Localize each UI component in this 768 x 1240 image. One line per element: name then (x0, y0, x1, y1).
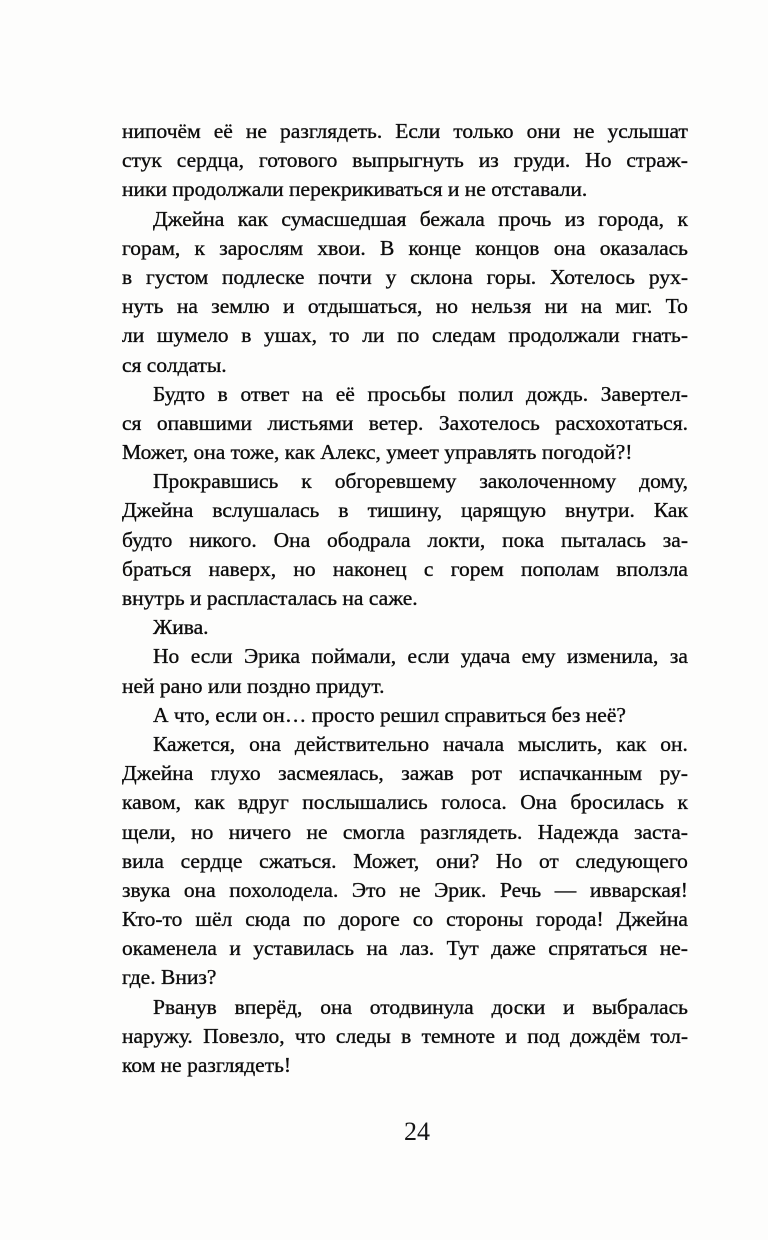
text-line (122, 380, 688, 409)
word: из (564, 206, 585, 231)
word: но (293, 556, 316, 581)
word: продолжали (508, 323, 620, 348)
word: кавом, (122, 790, 181, 815)
word: и (563, 994, 575, 1019)
text-line (122, 205, 688, 234)
word: Хотелось (550, 264, 635, 289)
text-block (122, 117, 688, 1080)
word: от (538, 848, 559, 873)
word: ивварская! (589, 877, 688, 902)
word: внутри. (565, 498, 635, 523)
word: просьбы (367, 381, 446, 406)
text-line: ся солдаты. (122, 352, 227, 377)
word: Если (395, 119, 441, 143)
word: окаменела (122, 936, 217, 961)
word: зарослям (219, 235, 304, 260)
word: удача (460, 644, 511, 669)
word: он. (660, 731, 688, 756)
word: Речь (499, 877, 542, 902)
word: тол- (650, 1023, 688, 1048)
word: прочь (498, 206, 552, 231)
text-line (122, 321, 688, 350)
word: ничего (228, 819, 292, 844)
word: дождём (570, 1023, 641, 1048)
word: опавшими (156, 410, 252, 435)
word: ветер. (368, 410, 424, 435)
word: почти (318, 264, 372, 289)
word: и (505, 1023, 517, 1048)
word: подлеске (222, 264, 305, 289)
word: и (229, 936, 241, 961)
word: разглядеть. (420, 819, 523, 844)
text-line: внутрь и распласталась на саже. (122, 586, 418, 610)
word: они? (435, 848, 480, 873)
word: сердце (180, 848, 243, 873)
word: будто (122, 527, 173, 552)
word: ли (362, 323, 385, 348)
word: спрятаться (548, 936, 648, 961)
word: Джейна (122, 761, 194, 786)
text-line (122, 642, 688, 671)
word: Эрика (243, 644, 301, 669)
word: бросилась (570, 790, 665, 815)
word: они (526, 119, 561, 143)
word: по (397, 323, 420, 348)
word: Прокравшись (153, 469, 279, 494)
word: под (527, 1023, 560, 1048)
word: но (191, 819, 214, 844)
word: зажав (401, 761, 454, 786)
word: концов (475, 235, 540, 260)
word: шумело (156, 323, 229, 348)
word: она (320, 994, 352, 1019)
word: за (669, 644, 688, 669)
word: гнать- (632, 323, 688, 348)
word: Она (520, 790, 557, 815)
word: но (435, 294, 458, 319)
word: то (329, 323, 350, 348)
word: у (385, 264, 397, 289)
text-line: ней рано или поздно придут. (122, 673, 385, 698)
word: тишину, (367, 498, 443, 523)
text-line (122, 234, 688, 263)
text-line (122, 934, 688, 963)
word: засмеялась, (278, 761, 384, 786)
word: обгоревшему (334, 469, 457, 494)
word: следы (335, 1023, 391, 1048)
word: наружу. (122, 1023, 193, 1048)
word: сюда (245, 907, 291, 932)
word: Будто (153, 381, 206, 406)
word: полил (458, 381, 514, 406)
word: испачканным (519, 761, 643, 786)
word: Тут (446, 936, 479, 961)
word: рух- (648, 264, 688, 289)
word: на (581, 294, 603, 319)
word: дождь. (525, 381, 589, 406)
word: Но (585, 148, 612, 173)
word: действительно (294, 731, 430, 756)
text-line (122, 555, 688, 584)
word: дому, (639, 469, 688, 494)
word: вдруг (238, 790, 289, 815)
word: груди. (513, 148, 571, 173)
word: пока (502, 527, 545, 552)
word: разглядеть. (280, 119, 383, 143)
word: заста- (633, 819, 688, 844)
word: в (338, 498, 349, 523)
word: горем (450, 556, 504, 581)
word: Может, (353, 848, 420, 873)
word: Но (153, 644, 180, 669)
word: как (616, 731, 647, 756)
word: нуть (122, 294, 164, 319)
word: Рванув (153, 994, 217, 1019)
word: браться (122, 556, 192, 581)
word: ся (122, 410, 142, 435)
word: ушах, (264, 323, 318, 348)
word: не- (659, 936, 688, 961)
text-line (122, 117, 688, 146)
word: Надежда (537, 819, 619, 844)
word: на (176, 294, 198, 319)
word: стук (122, 148, 162, 173)
word: сумасшедшая (281, 206, 407, 231)
word: голоса. (441, 790, 507, 815)
word: рот (471, 761, 502, 786)
word: Захотелось (438, 410, 540, 435)
word: нипочём (122, 119, 201, 143)
word: в (401, 1023, 412, 1048)
word: отодвинула (369, 994, 474, 1019)
text-line (122, 788, 688, 817)
text-line (122, 993, 688, 1022)
word: услышат (607, 119, 688, 143)
word: вползла (616, 556, 688, 581)
text-line (122, 1022, 688, 1051)
word: готового (258, 148, 338, 173)
word: отдышаться, (307, 294, 423, 319)
word: ответ (240, 381, 290, 406)
word: землю (211, 294, 270, 319)
word: в (241, 323, 252, 348)
word: хвои. (317, 235, 366, 260)
word: ободрала (327, 527, 411, 552)
word: вперёд, (234, 994, 303, 1019)
word: к (677, 206, 688, 231)
text-line: ком не разглядеть! (122, 1053, 292, 1077)
word: склона (410, 264, 473, 289)
word: — (554, 877, 577, 902)
word: выбралась (592, 994, 688, 1019)
word: города, (598, 206, 665, 231)
word: горы. (486, 264, 537, 289)
word: смогла (342, 819, 405, 844)
text-line: Может, она тоже, как Алекс, умеет управлять погодой?! (122, 440, 633, 465)
word: изменила, (566, 644, 659, 669)
word: Это (351, 877, 386, 902)
word: и (283, 294, 295, 319)
word: по (303, 907, 326, 932)
word: локти, (427, 527, 486, 552)
word: доски (491, 994, 546, 1019)
word: она (183, 877, 216, 902)
word: наверх, (208, 556, 277, 581)
word: ни (544, 294, 568, 319)
word: на (366, 936, 388, 961)
text-line (122, 876, 688, 905)
word: не (245, 119, 267, 143)
word: стороны (446, 907, 524, 932)
word: уставилась (253, 936, 355, 961)
word: похолодела. (229, 877, 339, 902)
word: не (399, 877, 421, 902)
word: оказалась (599, 235, 688, 260)
text-line (122, 759, 688, 788)
word: Как (653, 498, 688, 523)
text-line (122, 905, 688, 934)
word: только (453, 119, 514, 143)
word: она (249, 731, 281, 756)
word: начала (443, 731, 505, 756)
word: города! (536, 907, 604, 932)
word: на (301, 381, 324, 406)
word: миг. (615, 294, 653, 319)
word: сердца, (176, 148, 244, 173)
word: темноте (421, 1023, 496, 1048)
word: Кажется, (153, 731, 236, 756)
text-line (122, 526, 688, 555)
word: мыслить, (517, 731, 603, 756)
text-line (122, 818, 688, 847)
word: страж- (626, 148, 688, 173)
word: глухо (210, 761, 261, 786)
word: То (665, 294, 688, 319)
word: Но (495, 848, 523, 873)
word: не (306, 819, 328, 844)
word: ли (122, 323, 145, 348)
word: конце (408, 235, 462, 260)
word: к (301, 469, 312, 494)
word: поймали, (311, 644, 397, 669)
word: её (213, 119, 233, 143)
word: листьями (267, 410, 354, 435)
word: В (379, 235, 395, 260)
word: звука (122, 877, 171, 902)
word: Эрик. (434, 877, 487, 902)
word: Повезло, (203, 1023, 285, 1048)
word: к (194, 235, 205, 260)
word: ру- (659, 761, 688, 786)
word: как (237, 206, 268, 231)
word: в (122, 264, 133, 289)
word: вила (122, 848, 164, 873)
word: её (335, 381, 355, 406)
text-line: где. Вниз? (122, 965, 217, 990)
word: пополам (520, 556, 600, 581)
word: послышались (302, 790, 428, 815)
text-line (122, 847, 688, 876)
word: Она (273, 527, 311, 552)
word: за- (662, 527, 688, 552)
word: она (553, 235, 586, 260)
word: если (407, 644, 450, 669)
word: густом (146, 264, 209, 289)
word: в (217, 381, 228, 406)
word: пыталась (560, 527, 646, 552)
word: с (423, 556, 434, 581)
text-line (122, 496, 688, 525)
text-line (122, 263, 688, 292)
word: из (478, 148, 499, 173)
text-line (122, 146, 688, 175)
text-line: ники продолжали перекрикиваться и не отставали. (122, 177, 588, 202)
text-line (122, 730, 688, 759)
word: что (294, 1023, 326, 1048)
text-line (122, 409, 688, 438)
word: Кто-то (122, 907, 183, 932)
word: к (677, 790, 688, 815)
word: как (194, 790, 225, 815)
word: расхохотаться. (555, 410, 688, 435)
word: царящую (461, 498, 547, 523)
word: следам (432, 323, 496, 348)
word: Джейна (153, 206, 225, 231)
word: горам, (122, 235, 181, 260)
word: бежала (419, 206, 485, 231)
word: не (573, 119, 595, 143)
word: сжаться. (259, 848, 337, 873)
word: даже (491, 936, 536, 961)
text-line: А что, если он… просто решил справиться без неё? (153, 702, 626, 727)
word: заколоченному (479, 469, 617, 494)
word: дороге (338, 907, 400, 932)
word: если (190, 644, 233, 669)
word: лаз. (400, 936, 435, 961)
word: ему (521, 644, 556, 669)
word: со (412, 907, 434, 932)
word: выпрыгнуть (352, 148, 464, 173)
word: следующего (575, 848, 688, 873)
word: Джейна (122, 498, 194, 523)
word: вслушалась (212, 498, 320, 523)
text-line (122, 467, 688, 496)
word: нельзя (471, 294, 532, 319)
word: Джейна (616, 907, 688, 932)
page-number: 24 (404, 1117, 430, 1146)
text-line: Жива. (153, 615, 209, 640)
word: никого. (189, 527, 257, 552)
word: шёл (195, 907, 233, 932)
text-line (122, 292, 688, 321)
word: наконец (332, 556, 407, 581)
word: Завертел- (600, 381, 688, 406)
word: щели, (122, 819, 176, 844)
